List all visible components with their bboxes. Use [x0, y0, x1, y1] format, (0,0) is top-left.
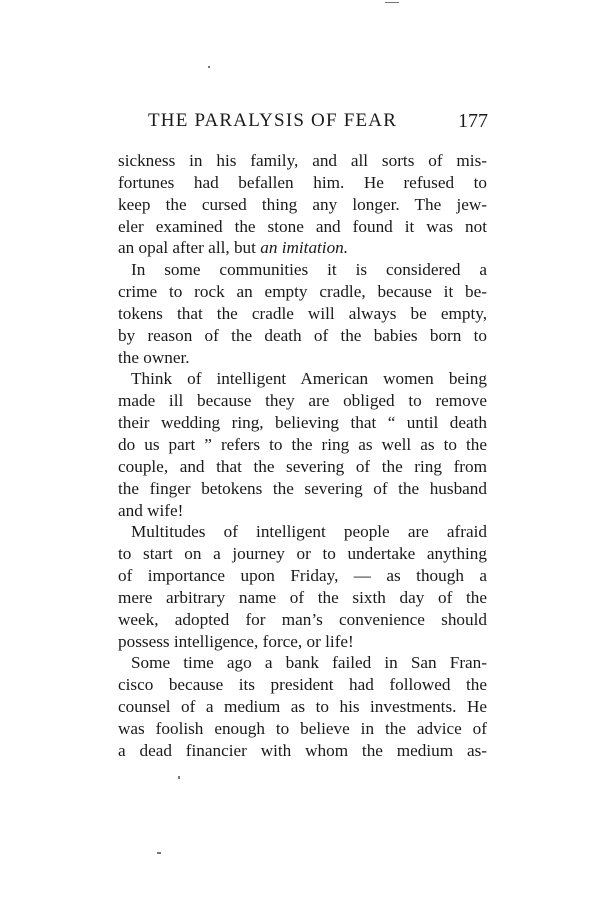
text-line-content: their wedding ring, believing that “ until death: [118, 413, 487, 433]
text-line: [118, 194, 487, 216]
running-header: [148, 110, 488, 133]
text-line-content: an opal after all, but: [118, 238, 261, 258]
text-line: [118, 259, 487, 281]
scan-speck: [157, 852, 161, 854]
text-line: [118, 565, 487, 587]
text-line-content: to start on a journey or to undertake anything: [118, 544, 487, 564]
text-line-content: made ill because they are obliged to remove: [118, 391, 487, 411]
scan-speck: [385, 2, 399, 3]
text-line: [118, 631, 487, 653]
text-line-content: Some time ago a bank failed in San Fran-: [131, 653, 487, 673]
text-line: [118, 237, 487, 259]
text-line: [118, 347, 487, 369]
text-line-content: counsel of a medium as to his investments. He: [118, 697, 487, 717]
text-line-content: a dead financier with whom the medium as-: [118, 740, 487, 760]
page-body-text: [118, 150, 487, 762]
scan-speck: [178, 776, 180, 779]
text-line-content: do us part ” refers to the ring as well as to the: [118, 434, 487, 454]
text-line-content: tokens that the cradle will always be empty,: [118, 303, 487, 323]
chapter-title: THE PARALYSIS OF FEAR: [148, 110, 398, 131]
text-line-content: week, adopted for man’s convenience should: [118, 609, 487, 629]
text-line: [118, 303, 487, 325]
text-line-content: sickness in his family, and all sorts of mis-: [118, 151, 487, 170]
text-line-content: possess intelligence, force, or life!: [118, 631, 354, 651]
text-line: [118, 216, 487, 238]
text-line: [118, 521, 487, 543]
text-line: [118, 674, 487, 696]
text-line-content: by reason of the death of the babies born to: [118, 325, 487, 345]
text-line-content: Multitudes of intelligent people are afraid: [131, 522, 487, 542]
text-line-content: and wife!: [118, 500, 184, 520]
text-line-content: mere arbitrary name of the sixth day of the: [118, 587, 487, 607]
text-line: [118, 500, 487, 522]
text-line-content: cisco because its president had followed the: [118, 675, 487, 695]
text-line: [118, 609, 487, 631]
italic-text: an imitation.: [260, 238, 349, 258]
text-line-content: the owner.: [118, 347, 190, 367]
text-line: [118, 696, 487, 718]
text-line: [118, 390, 487, 412]
text-line: [118, 434, 487, 456]
text-line-content: keep the cursed thing any longer. The jew-: [118, 194, 487, 214]
text-line-content: was foolish enough to believe in the advice of: [118, 718, 487, 738]
text-line: [118, 740, 487, 762]
text-line: [118, 478, 487, 500]
text-line: [118, 652, 487, 674]
text-line-content: crime to rock an empty cradle, because it be-: [118, 282, 487, 302]
text-line: [118, 325, 487, 347]
text-line-content: couple, and that the severing of the ring from: [118, 456, 487, 476]
text-line: [118, 718, 487, 740]
text-line-content: of importance upon Friday, — as though a: [118, 566, 487, 586]
text-line: [118, 412, 487, 434]
text-line: [118, 543, 487, 565]
page-number: 177: [458, 110, 488, 132]
text-line: [118, 368, 487, 390]
text-line: [118, 172, 487, 194]
text-line-content: the finger betokens the severing of the husband: [118, 478, 487, 498]
text-line: [118, 281, 487, 303]
text-line: [118, 456, 487, 478]
text-line-content: Think of intelligent American women being: [131, 369, 487, 389]
text-line-content: In some communities it is considered a: [131, 260, 487, 280]
text-line: [118, 587, 487, 609]
text-line-content: fortunes had befallen him. He refused to: [118, 172, 487, 192]
scan-speck: [208, 66, 210, 68]
text-line-content: eler examined the stone and found it was not: [118, 216, 487, 236]
text-line: [118, 150, 487, 172]
